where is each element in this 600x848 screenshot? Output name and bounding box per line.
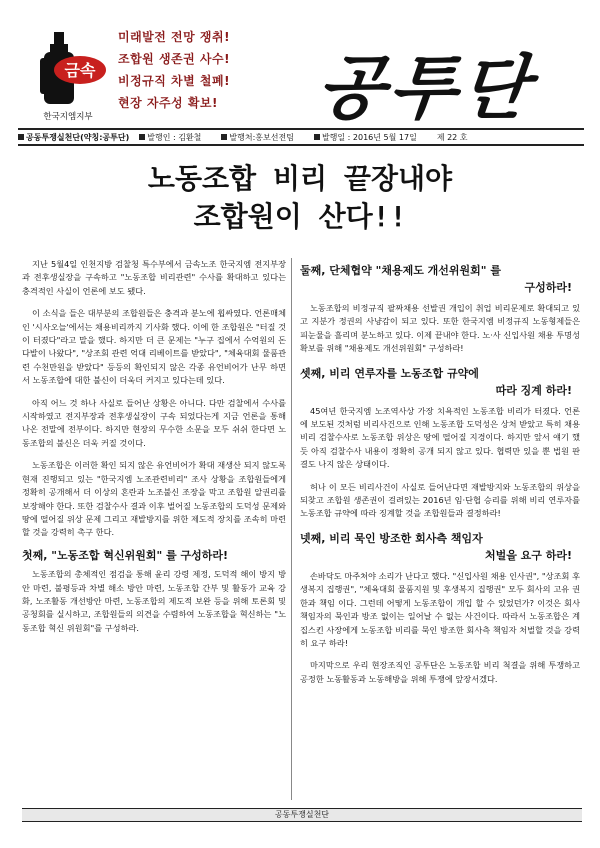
section-3-title-a: 셋째, 비리 연루자를 노동조합 규약에 [300,366,479,380]
headline-line-2: 조합원이 산다!! [193,200,407,233]
section-1-body: 노동조합의 총체적인 점검을 통해 윤리 강령 제정, 도덕적 해이 방지 방안 마련, 불평등과 차별 해소 방안 마련, 노동조합 간부 및 활동가 교육 강화, 노조활동 개선방안 마련, 노동조합의 제도적 보완 등을 위해 토론회 및 공청회를 실시하고, 조합원들의 의견을 수렴하여 노동조합을 혁신하는 "노동조합 혁신 위원회"를 구성하라. [22,569,286,633]
footer-bar: 공동투쟁실천단 [22,808,582,822]
slogan-2: 조합원 생존권 사수! [118,52,231,66]
article-paragraph: 노동조합은 이러한 확인 되지 않은 유언비어가 확대 재생산 되지 않도록 현재 진행되고 있는 "한국지엠 노조관련비리" 조사 상황을 조합원들에게 정확히 공개해서 더 이상의 혼란과 노조불신 조장을 막고 조합원 알권리를 보장해야 한다. 또한 검찰수사 결과 이후 벌어질 노동조합의 도덕성 문제와 땅에 떨어질 위상 문제 그리고 재발방지를 위한 제도적 장치를 조속히 마련 할 것을 강력히 촉구 한다. [22,460,286,538]
masthead [18,22,584,129]
section-4-title-b: 처벌을 요구 하라! [484,548,572,562]
slogan-3: 비정규직 차별 철폐! [118,74,231,88]
issue-number: 제 22 호 [436,132,468,142]
slogan-4: 현장 자주성 확보! [118,96,218,110]
bullet-square-icon [314,134,320,140]
logo-text: 금속 [64,61,96,80]
section-1-title: 첫째, "노동조합 혁신위원회" 를 구성하라! [22,548,228,562]
headline [0,160,600,236]
section-3-title [300,365,580,399]
union-logo-icon [24,30,106,110]
left-column [22,258,286,644]
article-paragraph: 아직 어느 것 하나 사실로 들어난 상황은 아니다. 다만 검찰에서 수사를 시작하였고 전지부장과 전후생실장이 구속 되었다는게 지금 언론을 통해 나온 전말에 전부이다. 하지만 현장의 무수한 소문을 모두 쉬쉬 한다면 노동조합의 불신은 더욱 커질 것이다. [22,397,286,448]
section-4-title-a: 넷째, 비리 묵인 방조한 회사측 책임자 [300,531,483,545]
section-2-title-a: 둘째, 단체협약 "채용제도 개선위원회" 를 [300,264,501,277]
section-2-title-b: 구성하라! [524,281,572,294]
issue-date: 발행일 : 2016년 5월 17일 [321,132,417,142]
section-3-body-1: 45여년 한국지엠 노조역사상 가장 치욕적인 노동조합 비리가 터졌다. 언론에 보도된 것처럼 비리사건으로 인해 노동조합 도덕성은 상처 받았고 특히 채용비리 검찰수사로 노동조합 위상은 땅에 떨어질 지경이다. 하지만 앞서 얘기 했듯 아직 검찰수사 내용이 정확히 공개 되지 않고 있다. 협력만 있을 뿐 법원 판결도 나지 않은 상태이다. [300,405,580,470]
slogan-1: 미래발전 전망 쟁취! [118,30,231,44]
section-2-title [300,262,580,296]
office: 발행처:홍보선전팀 [229,132,294,142]
section-2-body: 노동조합의 비정규직 팔짜채용 선발권 개입이 취업 비리문제로 확대되고 있고 지분가 정권의 사냥감이 되고 있다. 또한 한국지엠 비정규직 노동형제들은 피눈물을 흘리며 분노하고 있다. 이제 끝내야 한다. 노·사 신입사원 채용 투명성 확보를 위해 "채용제도 개선위원회" 구성하라! [300,303,580,354]
bullet-square-icon [139,134,145,140]
logo-union-name: 한국지엠지부 [43,112,93,122]
section-4-body-1: 손바닥도 마주쳐야 소리가 난다고 했다. "신입사원 채용 인사권", "상조회 후생복지 집행권", "체육대회 물품지원 및 후생복지 집행권" 모두 회사의 고유 권한과 책임 이다. 그런데 어떻게 노동조합이 개입 할 수 있었던가? 이것은 회사 책임자의 묵인과 방조 없이는 일어날 수 없는 사건이다. 따라서 노동조합은 계집스킨 사장에게 노동조합 비리를 묵인 방조한 회사측 책임자 처벌할 것을 강력히 요구 하라! [300,570,580,648]
section-4-body-2: 마지막으로 우리 현장조직인 공투단은 노동조합 비리 척결을 위해 투쟁하고 공정한 노동활동과 노동해방을 위해 투쟁에 앞장서겠다. [300,660,580,684]
bullet-square-icon [221,134,227,140]
section-4-title [300,530,580,564]
right-column [300,258,580,695]
section-3-title-b: 따라 징계 하라! [495,383,572,397]
brand-title: 공투단 [313,47,537,129]
headline-line-1: 노동조합 비리 끝장내야 [147,162,453,195]
article-paragraph: 지난 5월4일 인천지방 검찰청 특수부에서 금속노조 한국지엠 전지부장과 전후생실장을 구속하고 "노동조합 비리관련" 수사를 확대하고 있다는 충격적인 사실이 언론에 보도 됐다. [22,259,286,296]
publication-info-bar [18,128,584,146]
bullet-square-icon [18,134,24,140]
article-paragraph: 이 소식을 들은 대부분의 조합원들은 충격과 분노에 휩싸였다. 언론매체인 '시사오늘'에서는 채용비리까지 기사화 했다. 이에 한 조합원은 "터질 것이 터졌다"라고 말을 했다. 하지만 더 큰 문제는 "누구 집에서 수억원의 돈다발이 나왔다", "상조회 관련 억대 리베이트를 받았다", "체육대회 물품관련 수천만원을 받았다" 등등의 확인되지 않은 각종 유언비어가 난무 하면서 노동조합에 대한 불신이 더욱더 커지고 있다는데 있다. [22,308,286,386]
column-divider [291,258,292,800]
section-3-body-2: 허나 이 모든 비리사건이 사실로 들어난다면 재발방지와 노동조합의 위상을 되찾고 조합원 생존권이 걸려있는 2016년 임·단협 승리를 위해 비리 연루자를 노동조합 규약에 따라 징계할 것을 조합원들과 결정하라! [300,481,580,519]
slogan-list [118,26,230,114]
issuer: 발행인 : 김환철 [147,132,202,142]
publisher: 공동투쟁실천단(약칭:공투단) [26,132,130,142]
